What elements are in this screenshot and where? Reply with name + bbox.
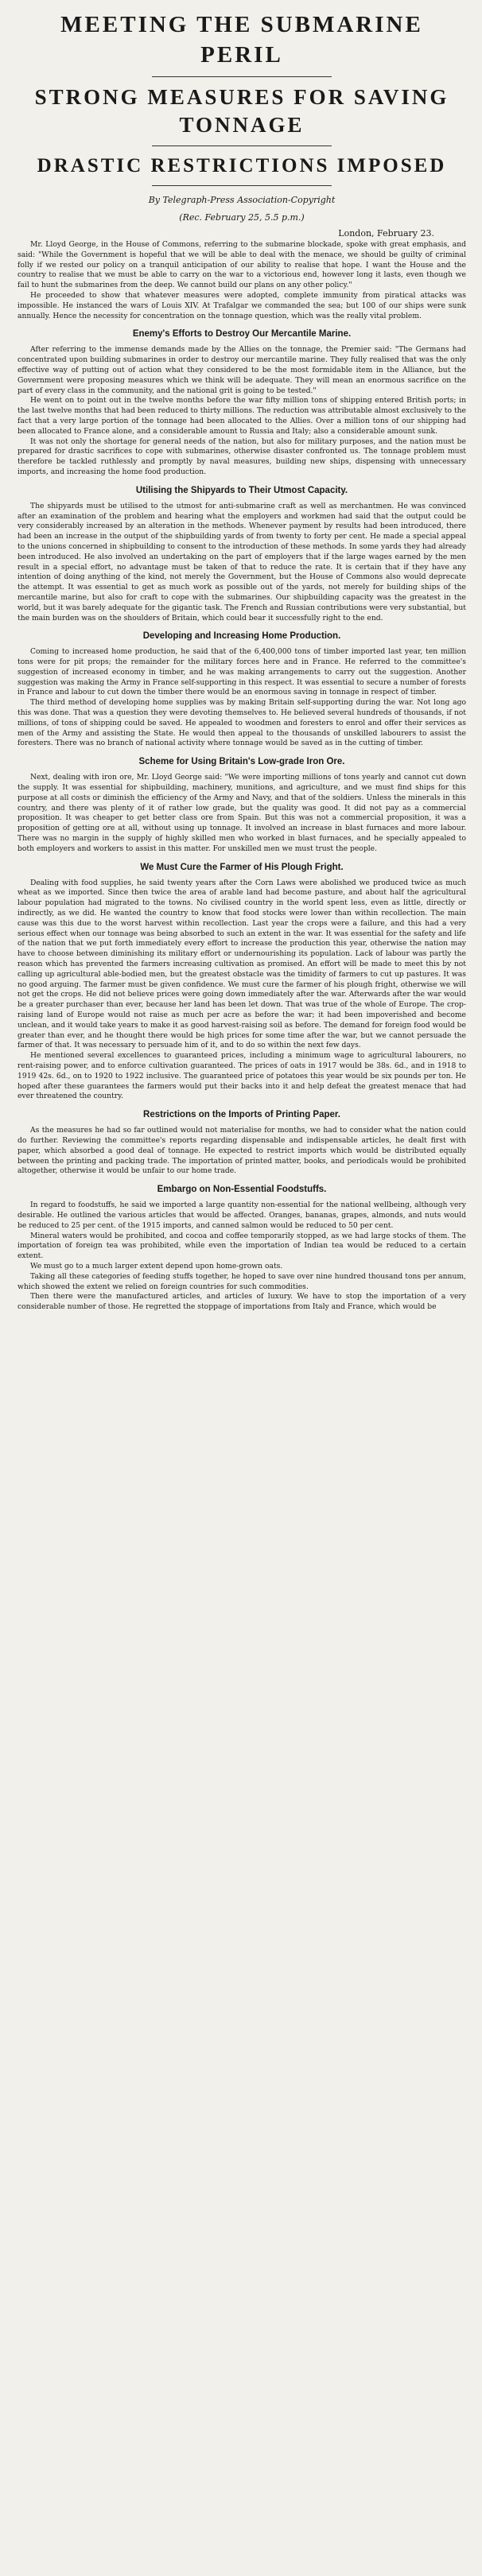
agency-line: By Telegraph-Press Association-Copyright bbox=[148, 195, 336, 205]
section-heading: Scheme for Using Britain's Low-grade Iron Ore. bbox=[138, 757, 345, 767]
article-paragraph: It was not only the shortage for general needs of the nation, but also for military purposes, and the nation must be prepared for drastic sacrifices to cope with submarines, otherwise disaster confronted us. The tonnage problem must therefore be tackled ruthlessly and promptly by naval measures, building new ships, dispensing with unnecessary imports, and increasing the home food production. bbox=[17, 436, 466, 476]
article-paragraph: He proceeded to show that whatever measures were adopted, complete immunity from piratical attacks was impossible. He instanced the wars of Louis XIV. At Trafalgar we commanded the sea; but 100 of our ships were sunk annually. Hence the necessity for concentration on the tonnage question, which was the really vital problem. bbox=[17, 290, 466, 320]
headline-divider bbox=[152, 185, 332, 186]
article-paragraph: The third method of developing home supplies was by making Britain self-supporting during the war. Not long ago this was done. That was a question they were devoting themselves to. He believed several hundreds of thousands, if not millions, of tons of shipping could be saved. He appealed to woodmen and foresters to enrol and offer their services as men of the Army and assisting the State. He would then appeal to the thousands of unskilled labourers to assist the foresters. There was no branch of national activity where tonnage would be saved as in the cutting of timber. bbox=[17, 698, 466, 748]
article-paragraph: Dealing with food supplies, he said twenty years after the Corn Laws were abolished we produced twice as much wheat as we imported. Since then twice the area of arable land had become pasture, and about half the agricultural labour population had migrated to the towns. No civilised country in the world spent less, even as little, directly or indirectly, as we did. He wanted the country to know that food stocks were lower than within recollection. The main cause was this due to the worst harvest within recollection. Last year the crops were a failure, and this had a very serious effect when our tonnage was being absorbed to such an extent in the war. It was essential for the safety and life of the nation that we put forth immediately every effort to increase the production this year, otherwise the nation may have to choose between diminishing its military effort or undernourishing its population. Lack of labour was partly the reason which has prevented the farmers increasing cultivation as promised. An effort will be made to meet this by not calling up agricultural able-bodied men, but the greatest obstacle was the timidity of farmers to cut up pastures. It was no good arguing. The farmer must be given confidence. We must cure the farmer of his plough fright, otherwise we will not get the crops. He did not believe prices were going down immediately after the war. Afterwards after the war would be a greater purchaser than ever, because her land has been let down. That was true of the whole of Europe. The crop-raising land of Europe would not raise as much per acre as before the war; it had been impoverished and become unclean, and it would take years to make it as good harvest-raising soil as before. The demand for foreign food would be greater than ever, and he thought there would be high prices for some time after the war, but we cannot persuade the farmer of that. It was necessary to persuade him of it, and to do so within the next few days. bbox=[17, 878, 466, 1050]
article-paragraph: In regard to foodstuffs, he said we imported a large quantity non-essential for the national wellbeing, although very desirable. He outlined the various articles that would be affected. Oranges, bananas, grapes, almonds, and nuts would be reduced to 25 per cent. of the 1915 imports, and canned salmon would be reduced to 50 per cent. bbox=[17, 1201, 466, 1230]
article-paragraph: We must go to a much larger extent depend upon home-grown oats. bbox=[30, 1261, 283, 1271]
headline-divider bbox=[152, 76, 332, 77]
article-body bbox=[17, 240, 466, 1313]
section-heading: Enemy's Efforts to Destroy Our Mercantile Marine. bbox=[132, 329, 352, 339]
article-paragraph: Next, dealing with iron ore, Mr. Lloyd George said: "We were importing millions of tons yearly and cannot cut down the supply. It was essential for shipbuilding, machinery, munitions, and agriculture, and we must find ships for this purpose at all costs or diminish the efficiency of the Army and Navy, and that of the soldiers. Unless the minerals in this country, and there was plenty of it of rather low grade, but the quality was good. It did not pay as a commercial proposition. It was cheaper to get better class ore from Spain. But this was not a commercial proposition, it was a proposition of getting ore at all, without using up tonnage. It involved an increase in blast furnaces and more labour. There was no margin in the supply of highly skilled men who worked in blast furnaces, and he specially appealed to both employers and workers to assist in this matter. For unskilled men we must trust the people. bbox=[17, 773, 466, 853]
article-paragraph: The shipyards must be utilised to the utmost for anti-submarine craft as well as merchantmen. He was convinced after an examination of the problem and hearing what the employers and workmen had said that the output could be very considerably increased by an alteration in the methods. Whenever payment by results had been introduced, there had been an increase in the output of the shipbuilding yards of from twenty to forty per cent. He made a special appeal to the unions concerned in shipbuilding to consent to the introduction of these methods. In some yards they had already been introduced. He also involved an undertaking on the part of employers that if the large wages earned by the men result in a special effort, no advantage must be taken of that to reduce the rate. It is certain that if they have any intention of doing anything of the kind, not merely the Government, but the House of Commons also would deprecate the attempt. It was essential to get as much work as possible out of the yards, not merely for building ships of the mercantile marine, but also for craft to cope with the submarines. Our shipbuilding capacity was the greatest in the world, but it was barely adequate for the gigantic task. The French and Russian contributions were very substantial, but the main burden was on the shoulders of Britain, which could bear it successfully right to the end. bbox=[17, 501, 466, 623]
article-paragraph: He mentioned several excellences to guaranteed prices, including a minimum wage to agricultural labourers, no rent-raising power, and to enforce cultivation guaranteed. The prices of oats in 1917 would be 38s. 6d., and in 1918 to 1919 42s. 6d., on to 1920 to 1922 inclusive. The guaranteed price of potatoes this year would be six pounds per ton. He hoped after these guarantees the farmers would put their backs into it and help defeat the greatest menace that had ever threatened the country. bbox=[17, 1051, 466, 1101]
section-heading: Embargo on Non-Essential Foodstuffs. bbox=[157, 1185, 327, 1195]
headline-divider bbox=[152, 145, 332, 146]
location-line: London, February 23. bbox=[338, 228, 434, 239]
article-paragraph: Coming to increased home production, he said that of the 6,400,000 tons of timber imported last year, ten million tons were for pit props; the remainder for the military forces here and in France. He referred to the committee's suggestion of increased economy in timber, and he was making arrangements to carry out the suggestion. Another suggestion was making the Army in France self-supporting in this respect. It was essential to secure a number of forests in France and labour to cut down the timber there would be an enormous saving in tonnage in respect of timber. bbox=[17, 647, 466, 697]
article-paragraph: After referring to the immense demands made by the Allies on the tonnage, the Premier said: "The Germans had concentrated upon building submarines in order to destroy our mercantile marine. They fully realised that was the only effective way of putting out of action what they considered to be the most formidable item in the Alliance, but the Government were proposing measures which we think will be adequate. They will mean an enormous sacrifice on the part of every class in the community, and the national grit is going to be tested." bbox=[17, 345, 466, 395]
second-headline: STRONG MEASURES FOR SAVING TONNAGE bbox=[34, 85, 449, 137]
received-line: (Rec. February 25, 5.5 p.m.) bbox=[179, 212, 305, 223]
article-paragraph: As the measures he had so far outlined would not materialise for months, we had to consider what the nation could do further. Reviewing the committee's reports regarding dispensable and indispensable articles, he dealt first with paper, which absorbed a good deal of tonnage. He expected to restrict imports which would be distributed equally between the printing and packing trade. The importation of printed matter, books, and periodicals would be prohibited altogether, otherwise it would be unfair to our home trade. bbox=[17, 1126, 466, 1176]
section-heading: Restrictions on the Imports of Printing Paper. bbox=[143, 1110, 340, 1120]
article-paragraph: Mr. Lloyd George, in the House of Commons, referring to the submarine blockade, spoke with great emphasis, and said: "While the Government is hopeful that we will be able to deal with the menace, we should be guilty of criminal folly if we rested our policy on a tranquil anticipation of our ability to realise that hope. I want the House and the country to realise that we must be able to carry on the war to a victorious end, however long it lasts, even though we fail to hunt the submarines from the deep. We cannot build our plans on any other policy." bbox=[17, 240, 466, 290]
article-paragraph: Then there were the manufactured articles, and articles of luxury. We have to stop the importation of a very considerable number of those. He regretted the stoppage of importations from Italy and France, which would be bbox=[17, 1292, 466, 1312]
third-headline: DRASTIC RESTRICTIONS IMPOSED bbox=[37, 155, 447, 177]
article-paragraph: Taking all these categories of feeding stuffs together, he hoped to save over nine hundred thousand tons per annum, which showed the extent we relied on foreign countries for such commodities. bbox=[17, 1271, 466, 1291]
section-heading: We Must Cure the Farmer of His Plough Fright. bbox=[140, 862, 344, 872]
main-headline: MEETING THE SUBMARINE PERIL bbox=[60, 12, 423, 68]
section-heading: Developing and Increasing Home Production. bbox=[142, 631, 341, 642]
article-paragraph: He went on to point out in the twelve months before the war fifty million tons of shipping entered British ports; in the last twelve months that had been reduced to thirty millions. The reduction was attributable almost exclusively to the fact that a very large portion of the tonnage had been allocated to the Allies. Over a million tons of our shipping had been allocated to France alone, and a considerable amount to Russia and Italy; also a considerable amount sunk. bbox=[17, 396, 466, 436]
section-heading: Utilising the Shipyards to Their Utmost Capacity. bbox=[135, 485, 348, 495]
article-paragraph: Mineral waters would be prohibited, and cocoa and coffee temporarily stopped, as we had large stocks of them. The importation of foreign tea was prohibited, while even the importation of Indian tea would be reduced to a certain extent. bbox=[17, 1231, 466, 1261]
